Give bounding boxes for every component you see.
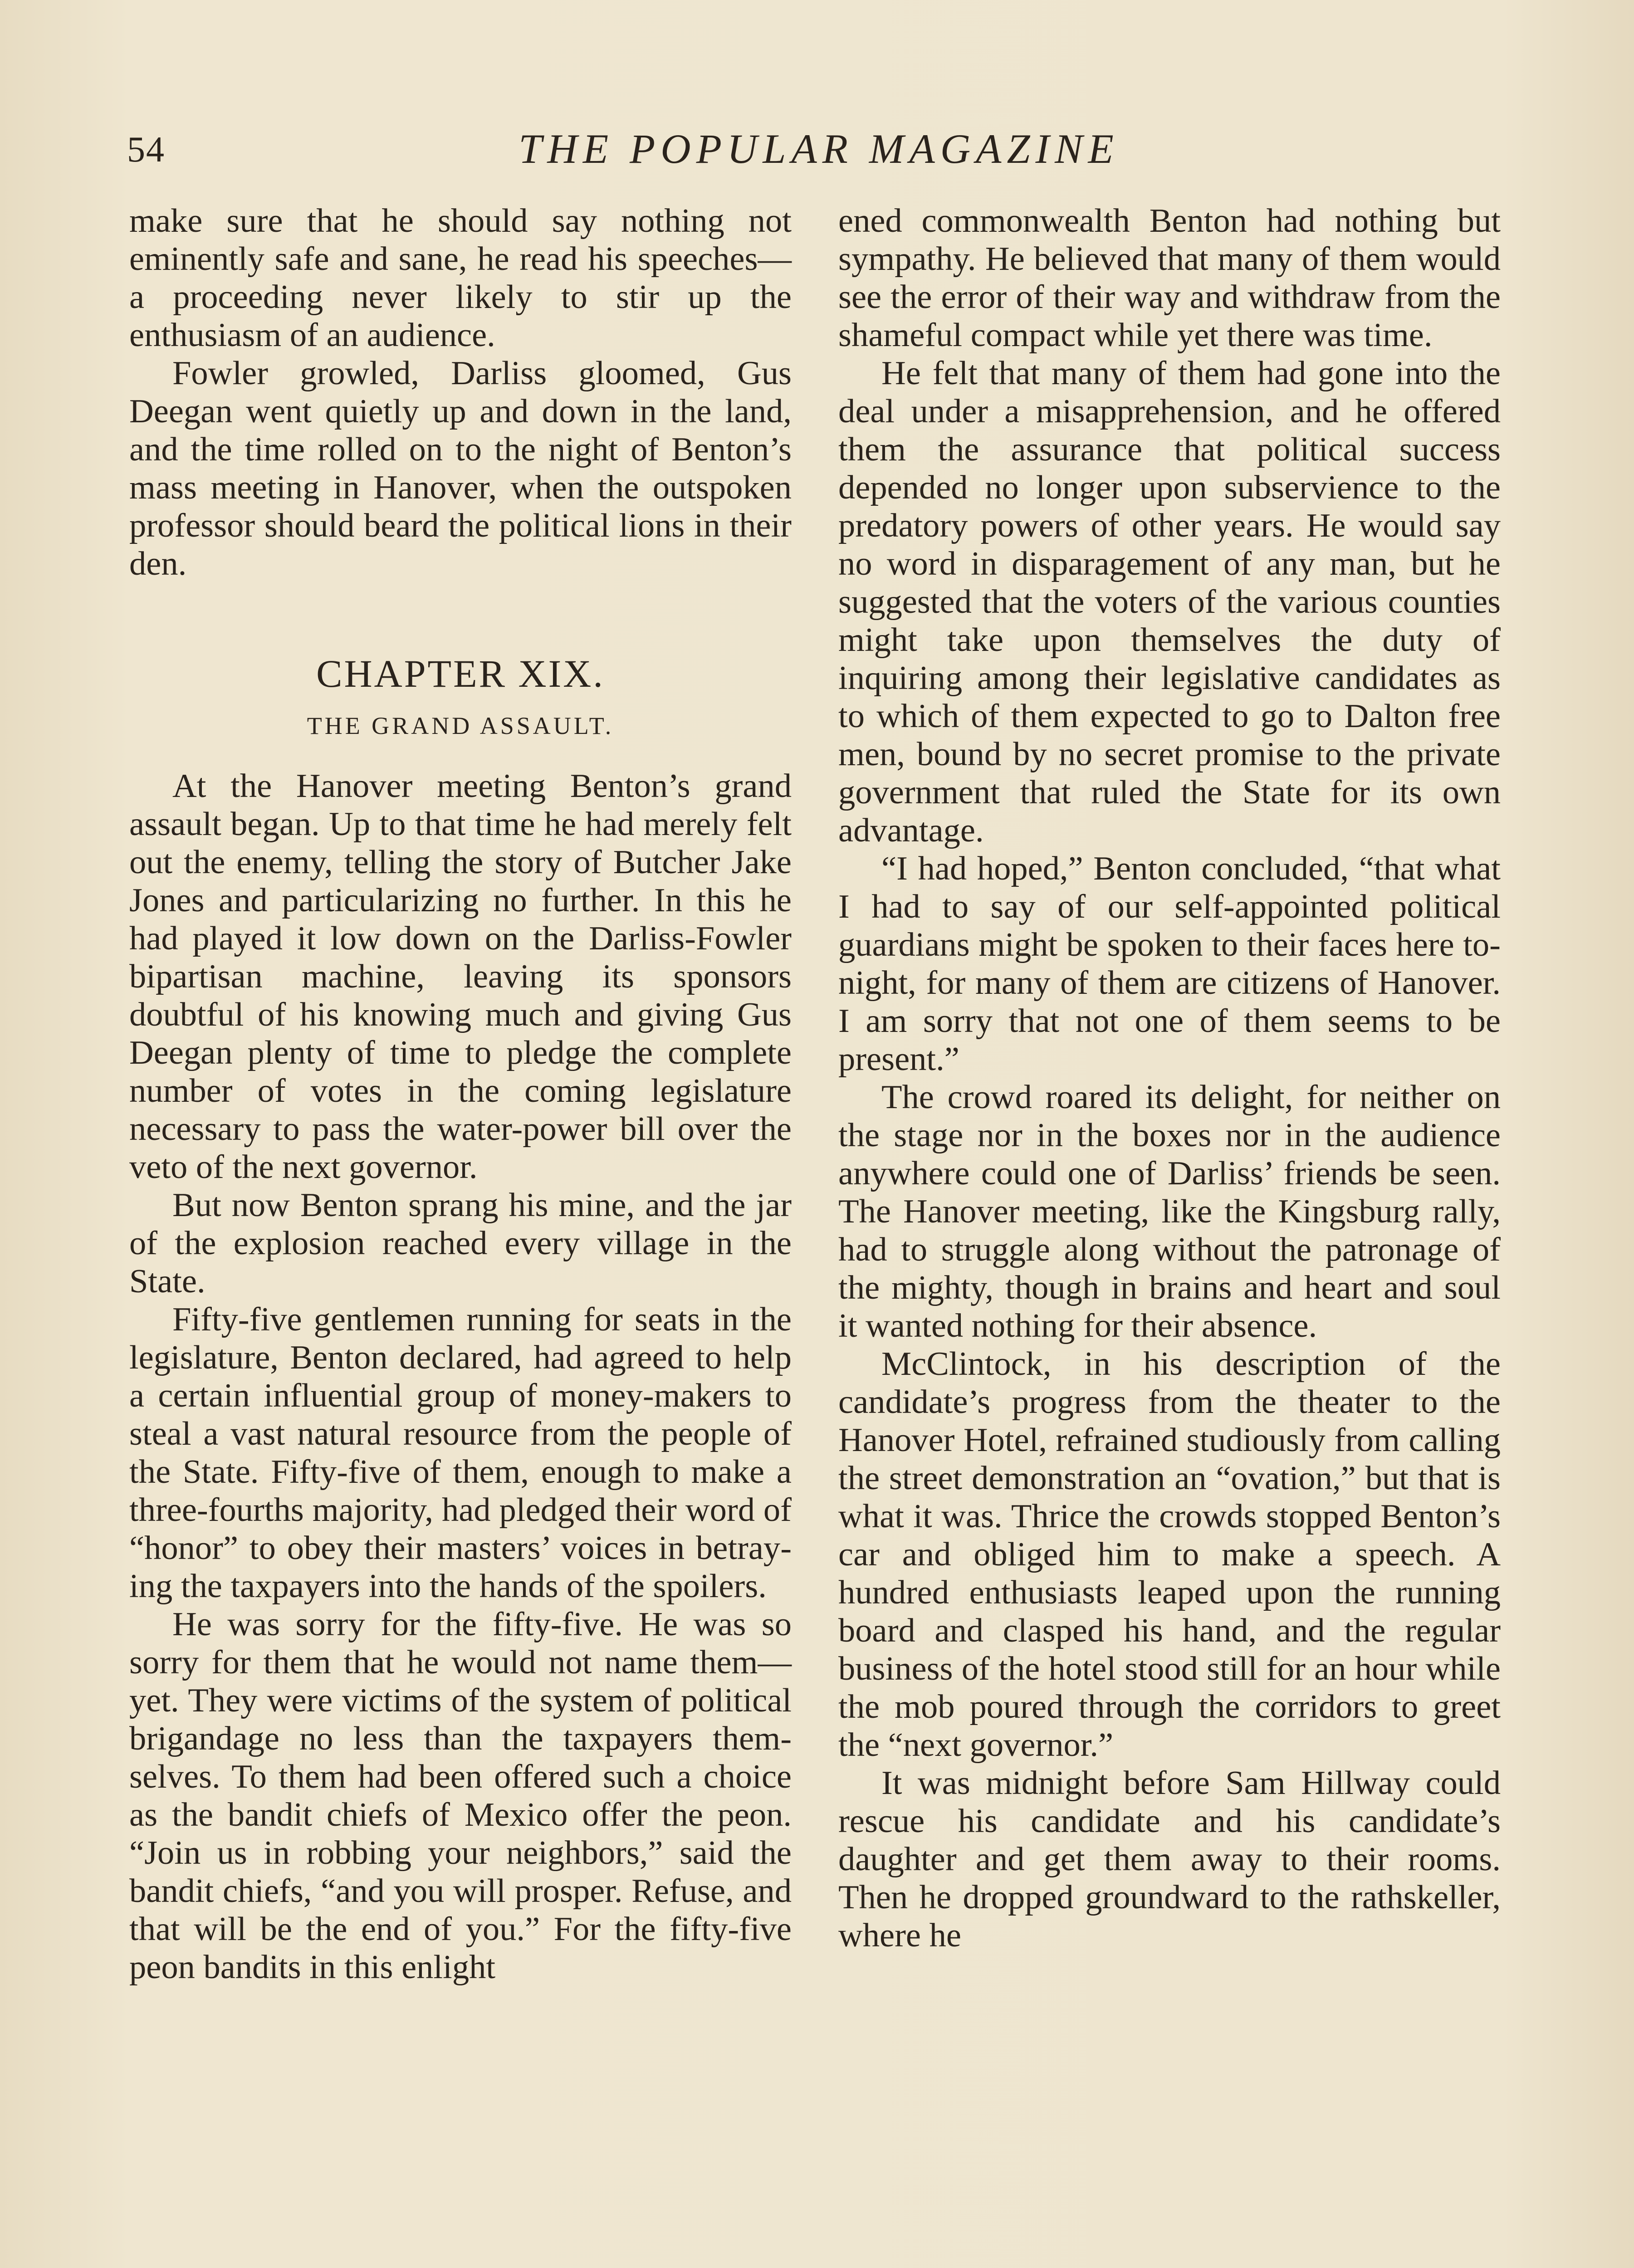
paragraph: It was midnight before Sam Hillway could rescue his candidate and his candidate’s daughter and get them away to their rooms. Then he dropped groundward to the rathskeller, where he (838, 1765, 1501, 1954)
right-column (838, 202, 1501, 1955)
paragraph: ened commonwealth Benton had nothing but sympathy. He believed that many of them would see the error of their way and withdraw from the shameful compact while yet there was time. (838, 202, 1501, 354)
paragraph: He was sorry for the fifty-five. He was so sorry for them that he would not name them—yet. They were victims of the system of political brigandage no less than the taxpayers themselves. To them had been offered such a choice as the bandit chiefs of Mexico offer the peon. “Join us in robbing your neighbors,” said the bandit chiefs, “and you will prosper. Refuse, and that will be the end of you.” For the fifty-five peon bandits in this enlight (129, 1606, 792, 1986)
paragraph: But now Benton sprang his mine, and the jar of the explosion reached every village in the State. (129, 1187, 792, 1300)
chapter-subtitle: THE GRAND ASSAULT. (307, 712, 614, 739)
page-header (127, 116, 1511, 179)
left-column (129, 202, 792, 1986)
chapter-title: CHAPTER XIX. (316, 652, 605, 695)
paragraph: At the Hanover meeting Benton’s grand assault began. Up to that time he had merely felt out the enemy, telling the story of Butcher Jake Jones and particularizing no further. In this he had played it low down on the Darliss-Fowler bipartisan machine, leaving its sponsors doubtful of his knowing much and giving Gus Deegan plenty of time to pledge the complete number of votes in the coming legislature necessary to pass the water-power bill over the veto of the next governor. (129, 767, 792, 1186)
paragraph: He felt that many of them had gone into the deal under a misapprehension, and he offered them the assurance that political success depended no longer upon subservience to the predatory powers of other years. He would say no word in disparagement of any man, but he suggested that the voters of the various counties might take upon themselves the duty of inquiring among their legislative candidates as to which of them expected to go to Dalton free men, bound by no secret promise to the private government that ruled the State for its own advantage. (838, 355, 1501, 849)
paragraph: The crowd roared its delight, for neither on the stage nor in the boxes nor in the audience anywhere could one of Darliss’ friends be seen. The Hanover meeting, like the Kingsburg rally, had to struggle along without the patronage of the mighty, though in brains and heart and soul it wanted nothing for their absence. (838, 1079, 1501, 1344)
paragraph: Fowler growled, Darliss gloomed, Gus Deegan went quietly up and down in the land, and the time rolled on to the night of Benton’s mass meeting in Hanover, when the outspoken professor should beard the political lions in their den. (129, 355, 792, 582)
paragraph: Fifty-five gentlemen running for seats in the legislature, Benton declared, had agreed to help a certain influential group of money-makers to steal a vast natural resource from the people of the State. Fifty-five of them, enough to make a three-fourths majority, had pledged their word of “honor” to obey their masters’ voices in betraying the taxpayers into the hands of the spoilers. (129, 1301, 792, 1605)
running-title: THE POPULAR MAGAZINE (519, 126, 1119, 172)
paragraph: make sure that he should say nothing not eminently safe and sane, he read his speeches—a proceeding never likely to stir up the enthusiasm of an audience. (129, 202, 792, 354)
paragraph: McClintock, in his description of the candidate’s progress from the theater to the Hanover Hotel, refrained studiously from calling the street demonstration an “ovation,” but that is what it was. Thrice the crowds stopped Benton’s car and obliged him to make a speech. A hundred enthusiasts leaped upon the running board and clasped his hand, and the regular business of the hotel stood still for an hour while the mob poured through the corridors to greet the “next governor.” (838, 1345, 1501, 1764)
page-number: 54 (127, 130, 165, 170)
paragraph: “I had hoped,” Benton concluded, “that what I had to say of our self-appointed political guardians might be spoken to their faces here to-night, for many of them are citizens of Hanover. I am sorry that not one of them seems to be present.” (838, 850, 1501, 1078)
